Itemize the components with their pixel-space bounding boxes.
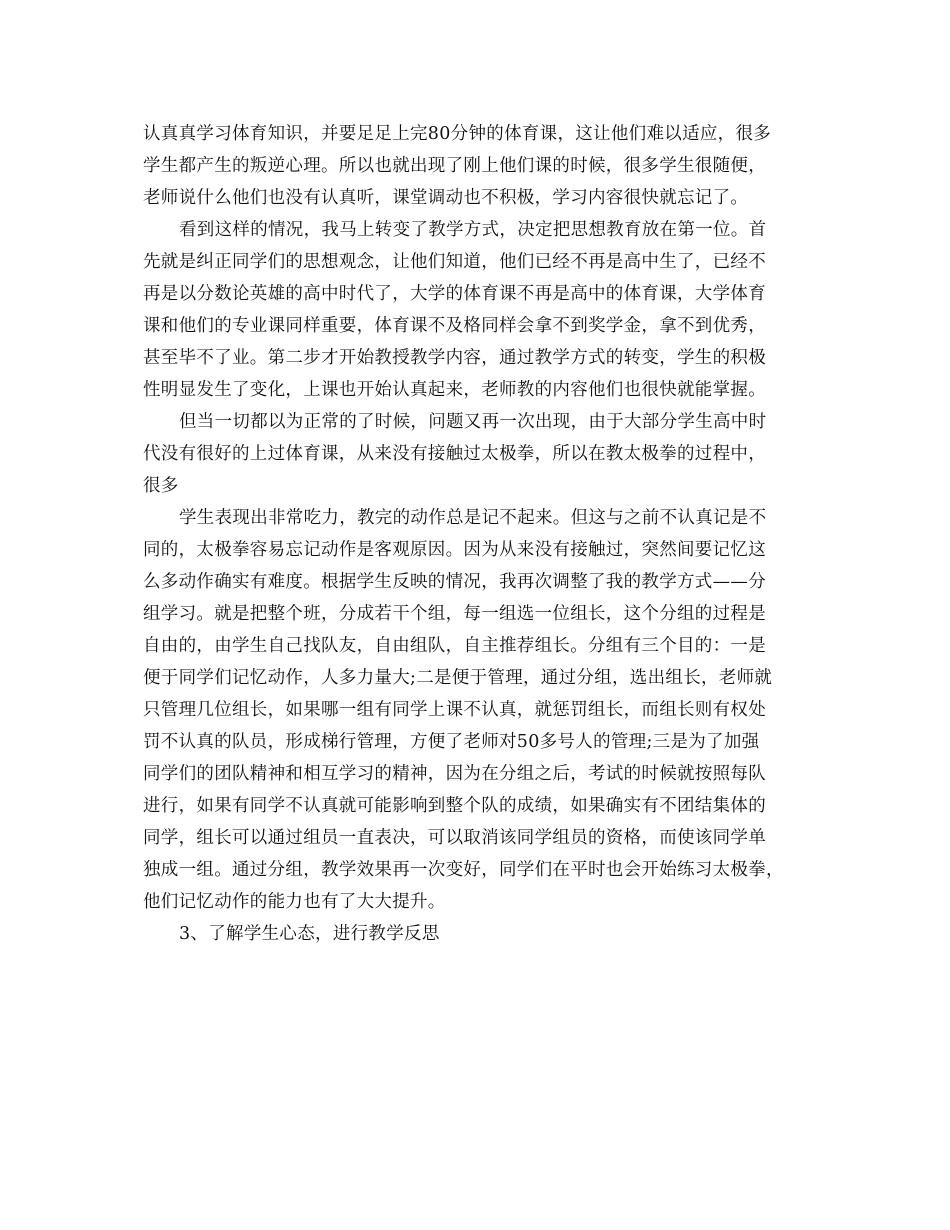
text-line: 很多: [143, 476, 179, 496]
text-line: 自由的，由学生自己找队友，自由组队，自主推荐组长。分组有三个目的：一是: [143, 636, 766, 656]
document-body: [143, 118, 807, 950]
text-line: 学生表现出非常吃力，教完的动作总是记不起来。但这与之前不认真记是不: [179, 508, 767, 528]
text-line: 进行，如果有同学不认真就可能影响到整个队的成绩，如果确实有不团结集体的: [143, 796, 766, 816]
text-line: 么多动作确实有难度。根据学生反映的情况，我再次调整了我的教学方式——分: [143, 572, 766, 592]
text-line: 看到这样的情况，我马上转变了教学方式，决定把思想教育放在第一位。首: [179, 220, 767, 240]
text-line: 同的，太极拳容易忘记动作是客观原因。因为从来没有接触过，突然间要记忆这: [143, 540, 766, 560]
text-line: 只管理几位组长，如果哪一组有同学上课不认真，就惩罚组长，而组长则有权处: [143, 700, 766, 720]
text-line: 同学们的团队精神和相互学习的精神，因为在分组之后，考试的时候就按照每队: [143, 764, 766, 784]
text-line: 同学，组长可以通过组员一直表决，可以取消该同学组员的资格，而使该同学单: [143, 828, 766, 848]
text-line: 代没有很好的上过体育课，从来没有接触过太极拳，所以在教太极拳的过程中，: [143, 444, 766, 464]
text-line: 他们记忆动作的能力也有了大大提升。: [143, 892, 446, 912]
text-line: 认真真学习体育知识，并要足足上完80分钟的体育课，这让他们难以适应，很多: [143, 124, 772, 144]
text-line: 罚不认真的队员，形成梯行管理，方便了老师对50多号人的管理;三是为了加强: [143, 732, 760, 752]
text-line: 课和他们的专业课同样重要，体育课不及格同样会拿不到奖学金，拿不到优秀，: [143, 316, 766, 336]
text-line: 独成一组。通过分组，教学效果再一次变好，同学们在平时也会开始练习太极拳，: [143, 860, 784, 880]
text-line: 性明显发生了变化，上课也开始认真起来，老师教的内容他们也很快就能掌握。: [143, 380, 766, 400]
text-line: 便于同学们记忆动作，人多力量大;二是便于管理，通过分组，选出组长，老师就: [143, 668, 773, 688]
text-line: 组学习。就是把整个班，分成若干个组，每一组选一位组长，这个分组的过程是: [143, 604, 766, 624]
text-line: 再是以分数论英雄的高中时代了，大学的体育课不再是高中的体育课，大学体育: [143, 284, 766, 304]
text-line: 但当一切都以为正常的了时候，问题又再一次出现，由于大部分学生高中时: [179, 412, 767, 432]
text-line: 学生都产生的叛逆心理。所以也就出现了刚上他们课的时候，很多学生很随便，: [143, 156, 766, 176]
text-line: 老师说什么他们也没有认真听，课堂调动也不积极，学习内容很快就忘记了。: [143, 188, 749, 208]
text-line: 3、了解学生心态，进行教学反思: [179, 924, 440, 944]
text-line: 甚至毕不了业。第二步才开始教授教学内容，通过教学方式的转变，学生的积极: [143, 348, 766, 368]
text-line: 先就是纠正同学们的思想观念，让他们知道，他们已经不再是高中生了，已经不: [143, 252, 766, 272]
